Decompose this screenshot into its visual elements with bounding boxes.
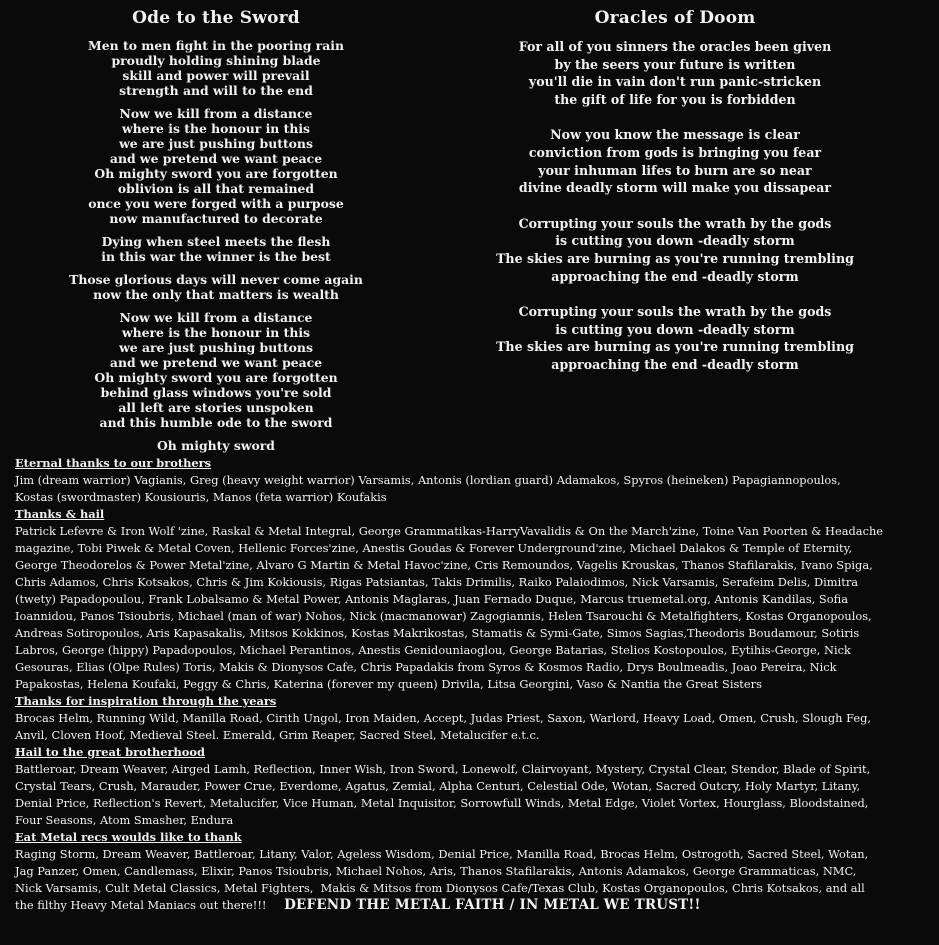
brotherhood-heading: Hail to the great brotherhood [15, 745, 205, 759]
credits-section [15, 455, 930, 914]
credit-line: Andreas Sotiropoulos, Aris Kapasakalis, Mitsos Kokkinos, Kostas Makrikostas, Stamatis & Symi-Gate, Simos Sagias,Theodoris Boudamour, Sotiris [15, 626, 860, 640]
lyric-line: skill and power will prevail [122, 68, 310, 83]
credit-line: Papakostas, Helena Koufaki, Peggy & Chris, Katerina (forever my queen) Drivila, Litsa Georgini, Vaso & Nantia the Great Sisters [15, 677, 762, 691]
lyric-line: conviction from gods is bringing you fear [528, 145, 822, 161]
credit-line: Anvil, Cloven Hoof, Medieval Steel. Emerald, Grim Reaper, Sacred Steel, Metalucifer e.t.c. [15, 728, 540, 742]
final-row [15, 897, 930, 914]
right-verses [465, 38, 885, 374]
credit-line: Jag Panzer, Omen, Candlemass, Elixir, Panos Tsioubris, Michael Nohos, Aris, Thanos Stafilarakis, Antonis Adamakos, George Grammaticas, NMC, [15, 864, 857, 878]
lyric-line: you'll die in vain don't run panic-stricken [528, 74, 822, 90]
credit-line: Chris Adamos, Chris Kotsakos, Chris & Jim Kokiousis, Rigas Patsiantas, Takis Drimilis, Raiko Palaiodimos, Nick Varsamis, Serafeim Delis, Dimitra [15, 575, 859, 589]
lyric-line: once you were forged with a purpose [88, 196, 344, 211]
lyric-line: and we pretend we want peace [109, 151, 323, 166]
lyric-line: behind glass windows you're sold [100, 385, 332, 400]
thanks-hail-text [15, 523, 930, 693]
credit-line: Crystal Tears, Crush, Marauder, Power Crue, Everdome, Agatus, Zemial, Alpha Centuri, Celestial Ode, Wotan, Sacred Outcry, Holy Martyr, Litany, [15, 779, 861, 793]
inspiration-heading: Thanks for inspiration through the years [15, 694, 277, 708]
credit-line: Battleroar, Dream Weaver, Airged Lamh, Reflection, Inner Wish, Iron Sword, Lonewolf, Clairvoyant, Mystery, Crystal Clear, Stendor, Blade of Spirit, [15, 762, 871, 776]
lyric-line: and we pretend we want peace [109, 355, 323, 370]
eat-metal-heading: Eat Metal recs woulds like to thank [15, 830, 242, 844]
credit-line: (twety) Papadopoulou, Frank Lobalsamo & Metal Power, Antonis Maglaras, Juan Fernado Duque, Marcus truemetal.org, Antonis Kandilas, Sofia [15, 592, 848, 606]
lyric-line: Oh mighty sword you are forgotten [94, 166, 338, 181]
credit-line: Jim (dream warrior) Vagianis, Greg (heavy weight warrior) Varsamis, Antonis (lordian guard) Adamakos, Spyros (heineken) Papagiannopoulos, [15, 473, 841, 487]
lyric-line: Corrupting your souls the wrath by the gods [518, 215, 832, 231]
lyric-line: all left are stories unspoken [118, 400, 314, 415]
credit-line: Ioannidou, Panos Tsioubris, Michael (man of war) Nohos, Nick (macmanowar) Zagogiannis, Helen Tsarouchi & Metalfighters, Kostas Organopoulos, [15, 609, 872, 623]
verse [40, 106, 392, 226]
lyric-line: oblivion is all that remained [117, 181, 315, 196]
lyric-line: The skies are burning as you're running trembling [496, 339, 854, 355]
song-title-oracles-of-doom: Oracles of Doom [594, 8, 756, 28]
lyric-line: Oh mighty sword [157, 438, 275, 453]
credit-line: Labros, George (hippy) Papadopoulos, Michael Perantinos, Anestis Genidouniaoglou, George Batarias, Stelios Kostopoulos, Eytihis-George, Nick [15, 643, 851, 657]
credit-line: Patrick Lefevre & Iron Wolf 'zine, Raskal & Metal Integral, George Grammatikas-HarryVavalidis & On the March'zine, Toine Van Poorten & Headache [15, 524, 884, 538]
verse [40, 310, 392, 430]
brotherhood-text [15, 761, 930, 829]
credit-line: Kostas (swordmaster) Kousiouris, Manos (feta warrior) Koufakis [15, 490, 387, 504]
eat-metal-text [15, 846, 930, 897]
verse [40, 234, 392, 264]
verse [465, 303, 885, 374]
verse [465, 126, 885, 197]
credit-line: Four Seasons, Atom Smasher, Endura [15, 813, 234, 827]
credit-line: magazine, Tobi Piwek & Metal Coven, Hellenic Forces'zine, Anestis Goudas & Forever Underground'zine, Michael Dalakos & Temple of Eternity, [15, 541, 853, 555]
lyric-line: The skies are burning as you're running trembling [496, 251, 854, 267]
lyric-line: divine deadly storm will make you dissapear [518, 180, 832, 196]
verse [465, 215, 885, 286]
lyric-line: in this war the winner is the best [101, 249, 331, 264]
lyric-line: Now we kill from a distance [119, 106, 313, 121]
lyric-line: by the seers your future is written [554, 56, 796, 72]
lyric-line: Now you know the message is clear [550, 127, 800, 143]
verse [465, 38, 885, 109]
lyric-line: proudly holding shining blade [111, 53, 321, 68]
lyric-line: we are just pushing buttons [119, 340, 313, 355]
verse [40, 38, 392, 98]
eat-metal-last-line: the filthy Heavy Metal Maniacs out there!!! [15, 898, 267, 912]
lyric-line: the gift of life for you is forbidden [554, 92, 796, 108]
credit-line: Raging Storm, Dream Weaver, Battleroar, Litany, Valor, Ageless Wisdom, Denial Price, Manilla Road, Brocas Helm, Ostrogoth, Sacred Steel, Wotan, [15, 847, 869, 861]
oracles-of-doom-lyrics [465, 8, 885, 391]
thanks-hail-heading: Thanks & hail [15, 507, 105, 521]
lyric-line: Men to men fight in the pooring rain [88, 38, 344, 53]
credit-line: Brocas Helm, Running Wild, Manilla Road, Cirith Ungol, Iron Maiden, Accept, Judas Priest, Saxon, Warlord, Heavy Load, Omen, Crush, Slough Feg, [15, 711, 872, 725]
credit-line: Denial Price, Reflection's Revert, Metalucifer, Vice Human, Metal Inquisitor, Sorrowfull Winds, Metal Edge, Violet Vortex, Hourglass, Bloodstained, [15, 796, 869, 810]
lyric-line: is cutting you down -deadly storm [555, 233, 795, 249]
lyric-line: Oh mighty sword you are forgotten [94, 370, 338, 385]
lyric-line: Corrupting your souls the wrath by the gods [518, 303, 832, 319]
inspiration-text [15, 710, 930, 744]
lyric-line: we are just pushing buttons [119, 136, 313, 151]
credit-line: Nick Varsamis, Cult Metal Classics, Metal Fighters, Makis & Mitsos from Dionysos Cafe/Texas Club, Kostas Organopoulos, Chris Kotsakos, and all [15, 881, 865, 895]
lyric-line: your inhuman lifes to burn are so near [538, 162, 812, 178]
lyric-line: Dying when steel meets the flesh [101, 234, 331, 249]
lyric-line: strength and will to the end [119, 83, 313, 98]
lyric-line: and this humble ode to the sword [99, 415, 333, 430]
verse [40, 272, 392, 302]
lyric-line: is cutting you down -deadly storm [555, 321, 795, 337]
lyric-line: Now we kill from a distance [119, 310, 313, 325]
ode-to-the-sword-lyrics [40, 8, 392, 461]
song-title-ode-to-the-sword: Ode to the Sword [132, 8, 300, 28]
verse [40, 438, 392, 453]
left-verses [40, 38, 392, 453]
lyric-line: now manufactured to decorate [109, 211, 323, 226]
slogan: DEFEND THE METAL FAITH / IN METAL WE TRUST!! [284, 897, 701, 913]
eternal-thanks-text [15, 472, 930, 506]
credit-line: Gesouras, Elias (Olpe Rules) Toris, Makis & Dionysos Cafe, Chris Papadakis from Syros & Kosmos Radio, Drys Boulmeadis, Joao Pereira, Nick [15, 660, 837, 674]
eternal-thanks-heading: Eternal thanks to our brothers [15, 456, 212, 470]
lyric-line: where is the honour in this [121, 325, 311, 340]
lyric-line: where is the honour in this [121, 121, 311, 136]
lyric-line: Those glorious days will never come again [69, 272, 363, 287]
lyric-line: now the only that matters is wealth [93, 287, 339, 302]
lyric-line: For all of you sinners the oracles been given [518, 39, 832, 54]
lyric-line: approaching the end -deadly storm [551, 268, 799, 284]
lyric-line: approaching the end -deadly storm [551, 357, 799, 373]
credit-line: George Theodorelos & Power Metal'zine, Alvaro G Martin & Metal Havoc'zine, Cris Remoundos, Vagelis Krouskas, Thanos Stafilarakis, Ivano Spiga, [15, 558, 873, 572]
